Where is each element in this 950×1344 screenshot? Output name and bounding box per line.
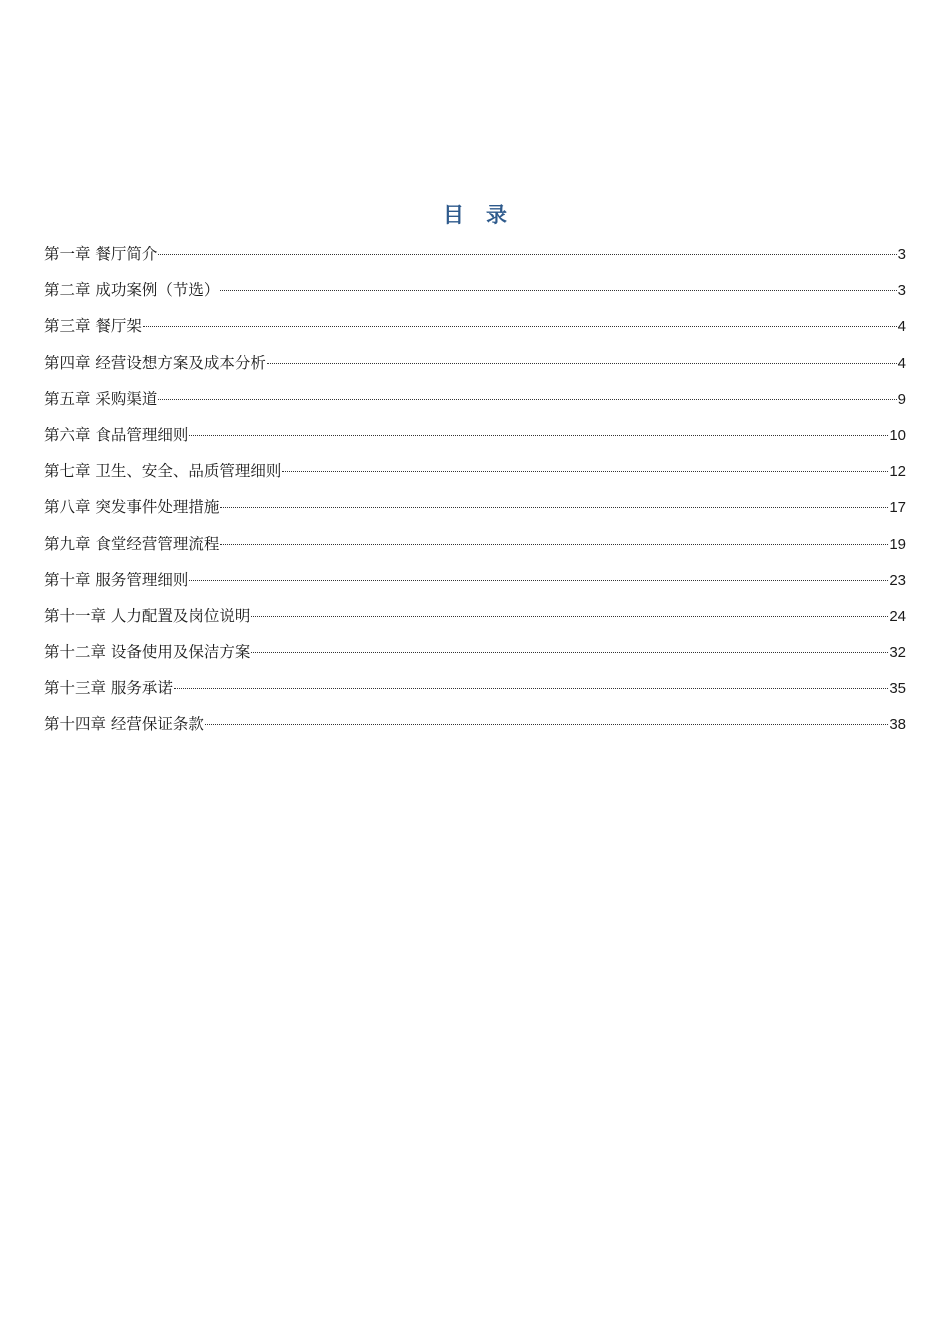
toc-dot-leader [282,471,888,472]
toc-entry[interactable] [44,562,906,598]
toc-entry-label: 第十二章 设备使用及保洁方案 [44,643,251,662]
toc-dot-leader [143,326,897,327]
toc-entry[interactable] [44,526,906,562]
toc-dot-leader [267,363,897,364]
toc-entry-page: 38 [889,716,906,734]
toc-entry-page: 3 [897,246,906,263]
toc-entry[interactable] [44,417,906,453]
toc-entry-label: 第六章 食品管理细则 [44,425,189,444]
toc-dot-leader [220,507,888,508]
toc-entry[interactable] [44,634,906,670]
toc-entry-page: 4 [897,318,906,336]
toc-entry[interactable] [44,345,906,381]
toc-dot-leader [251,616,888,617]
toc-dot-leader [220,544,888,545]
toc-entry[interactable] [44,308,906,344]
toc-entry-page: 17 [889,499,906,517]
toc-entry-label: 第五章 采购渠道 [44,389,158,408]
toc-entry[interactable] [44,381,906,417]
toc-entry[interactable] [44,272,906,308]
toc-entry[interactable] [44,236,906,272]
toc-title [0,199,950,229]
toc-dot-leader [220,290,896,291]
toc-dot-leader [174,688,888,689]
toc-entry[interactable] [44,706,906,742]
toc-entry[interactable] [44,598,906,634]
toc-entry[interactable] [44,453,906,489]
toc-entry-page: 3 [897,282,906,300]
toc-entry-label: 第十章 服务管理细则 [44,570,189,589]
toc-entry-label: 第二章 成功案例（节选） [44,281,220,300]
toc-entry-page: 24 [889,607,906,625]
toc-entry-page: 10 [889,426,906,444]
toc-entry-page: 35 [889,680,906,698]
toc-dot-leader [189,580,888,581]
toc-title-char-1: 目 [443,203,464,227]
toc-entry-page: 19 [889,535,906,553]
toc-entry-label: 第三章 餐厅架 [44,317,142,336]
toc-dot-leader [251,652,888,653]
toc-list [44,236,906,743]
toc-dot-leader [189,435,888,436]
toc-entry-label: 第八章 突发事件处理措施 [44,498,220,517]
toc-entry-page: 4 [897,354,906,372]
toc-entry-label: 第七章 卫生、安全、品质管理细则 [44,462,282,481]
toc-entry-label: 第一章 餐厅简介 [44,245,158,263]
toc-dot-leader [158,254,896,255]
toc-entry-page: 12 [889,463,906,481]
toc-title-char-2: 录 [486,203,507,227]
toc-entry-label: 第四章 经营设想方案及成本分析 [44,353,266,372]
toc-entry[interactable] [44,489,906,525]
toc-entry-page: 32 [889,644,906,662]
toc-entry[interactable] [44,670,906,706]
toc-entry-page: 23 [889,571,906,589]
toc-dot-leader [205,724,888,725]
toc-entry-page: 9 [897,390,906,408]
toc-entry-label: 第十三章 服务承诺 [44,679,173,698]
toc-entry-label: 第十四章 经营保证条款 [44,715,204,734]
toc-dot-leader [158,399,896,400]
toc-entry-label: 第十一章 人力配置及岗位说明 [44,606,251,625]
toc-entry-label: 第九章 食堂经营管理流程 [44,534,220,553]
